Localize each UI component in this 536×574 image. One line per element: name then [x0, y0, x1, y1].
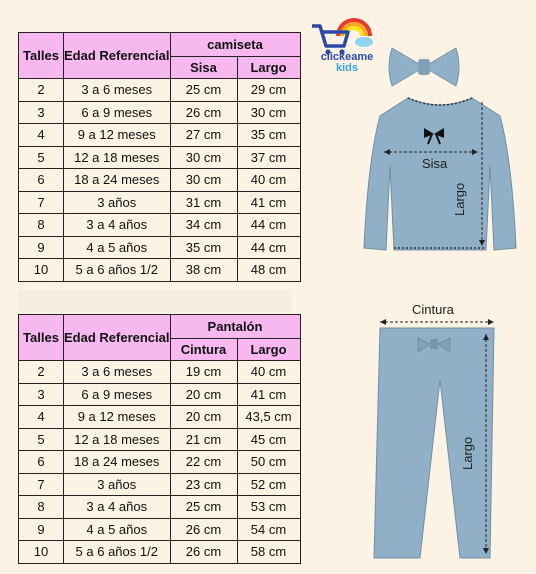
- measure-1-cell: 21 cm: [170, 428, 237, 451]
- header-size: Talles: [19, 33, 64, 79]
- header-age: Edad Referencial: [64, 315, 171, 361]
- size-cell: 3: [19, 383, 64, 406]
- shirt-size-table: [18, 32, 301, 282]
- header-measure-1: Sisa: [170, 57, 237, 79]
- measure-2-cell: 48 cm: [237, 259, 300, 282]
- pants-image: [360, 300, 520, 568]
- size-cell: 4: [19, 406, 64, 429]
- hair-bow-image: [386, 44, 462, 90]
- table-row: [19, 101, 301, 124]
- age-cell: 3 años: [64, 473, 171, 496]
- table-row: [19, 473, 301, 496]
- measure-2-cell: 54 cm: [237, 518, 300, 541]
- age-cell: 18 a 24 meses: [64, 451, 171, 474]
- table-row: [19, 169, 301, 192]
- size-cell: 10: [19, 541, 64, 564]
- measure-2-cell: 44 cm: [237, 236, 300, 259]
- measure-1-cell: 26 cm: [170, 518, 237, 541]
- measure-2-cell: 40 cm: [237, 361, 300, 384]
- size-cell: 2: [19, 79, 64, 102]
- table-row: [19, 79, 301, 102]
- age-cell: 6 a 9 meses: [64, 383, 171, 406]
- age-cell: 12 a 18 meses: [64, 146, 171, 169]
- measure-2-cell: 50 cm: [237, 451, 300, 474]
- age-cell: 3 a 6 meses: [64, 361, 171, 384]
- measure-2-cell: 52 cm: [237, 473, 300, 496]
- table-row: [19, 496, 301, 519]
- table-row: [19, 191, 301, 214]
- measure-1-cell: 26 cm: [170, 101, 237, 124]
- age-cell: 9 a 12 meses: [64, 406, 171, 429]
- size-cell: 6: [19, 451, 64, 474]
- measure-1-cell: 35 cm: [170, 236, 237, 259]
- measure-1-cell: 26 cm: [170, 541, 237, 564]
- measure-2-cell: 58 cm: [237, 541, 300, 564]
- measure-2-cell: 29 cm: [237, 79, 300, 102]
- measure-2-cell: 35 cm: [237, 124, 300, 147]
- size-cell: 10: [19, 259, 64, 282]
- age-cell: 4 a 5 años: [64, 236, 171, 259]
- size-cell: 9: [19, 236, 64, 259]
- age-cell: 3 a 6 meses: [64, 79, 171, 102]
- measure-1-cell: 30 cm: [170, 146, 237, 169]
- table-row: [19, 214, 301, 237]
- size-cell: 9: [19, 518, 64, 541]
- header-measure-1: Cintura: [170, 339, 237, 361]
- measure-1-cell: 19 cm: [170, 361, 237, 384]
- age-cell: 12 a 18 meses: [64, 428, 171, 451]
- size-cell: 5: [19, 146, 64, 169]
- header-measure-2: Largo: [237, 57, 300, 79]
- table-row: [19, 428, 301, 451]
- age-cell: 5 a 6 años 1/2: [64, 541, 171, 564]
- table-row: [19, 146, 301, 169]
- measure-2-cell: 30 cm: [237, 101, 300, 124]
- measure-1-cell: 25 cm: [170, 79, 237, 102]
- size-cell: 7: [19, 191, 64, 214]
- pants-waist-label: Cintura: [412, 302, 454, 317]
- size-cell: 7: [19, 473, 64, 496]
- header-age: Edad Referencial: [64, 33, 171, 79]
- size-cell: 2: [19, 361, 64, 384]
- shirt-length-label: Largo: [452, 182, 467, 216]
- table-row: [19, 259, 301, 282]
- measure-1-cell: 23 cm: [170, 473, 237, 496]
- pants-length-label: Largo: [460, 436, 475, 470]
- brand-name: clickeame kids: [320, 51, 374, 74]
- measure-1-cell: 30 cm: [170, 169, 237, 192]
- table-row: [19, 361, 301, 384]
- table-row: [19, 518, 301, 541]
- size-cell: 8: [19, 496, 64, 519]
- measure-2-cell: 43,5 cm: [237, 406, 300, 429]
- brand-logo: [304, 6, 384, 86]
- header-group: Pantalón: [170, 315, 300, 339]
- age-cell: 18 a 24 meses: [64, 169, 171, 192]
- table-row: [19, 124, 301, 147]
- measure-2-cell: 41 cm: [237, 191, 300, 214]
- measure-1-cell: 20 cm: [170, 406, 237, 429]
- table-row: [19, 451, 301, 474]
- measure-2-cell: 41 cm: [237, 383, 300, 406]
- table-row: [19, 383, 301, 406]
- measure-2-cell: 44 cm: [237, 214, 300, 237]
- measure-1-cell: 22 cm: [170, 451, 237, 474]
- measure-1-cell: 20 cm: [170, 383, 237, 406]
- age-cell: 6 a 9 meses: [64, 101, 171, 124]
- shirt-image: [360, 90, 520, 260]
- measure-2-cell: 45 cm: [237, 428, 300, 451]
- measure-2-cell: 53 cm: [237, 496, 300, 519]
- table-row: [19, 541, 301, 564]
- size-cell: 4: [19, 124, 64, 147]
- table-row: [19, 236, 301, 259]
- measure-1-cell: 38 cm: [170, 259, 237, 282]
- measure-1-cell: 34 cm: [170, 214, 237, 237]
- table-separator: [18, 290, 292, 312]
- pants-size-table: [18, 314, 301, 564]
- size-cell: 3: [19, 101, 64, 124]
- measure-2-cell: 40 cm: [237, 169, 300, 192]
- measure-1-cell: 25 cm: [170, 496, 237, 519]
- age-cell: 4 a 5 años: [64, 518, 171, 541]
- size-cell: 8: [19, 214, 64, 237]
- age-cell: 3 a 4 años: [64, 214, 171, 237]
- age-cell: 3 años: [64, 191, 171, 214]
- size-cell: 6: [19, 169, 64, 192]
- age-cell: 9 a 12 meses: [64, 124, 171, 147]
- header-size: Talles: [19, 315, 64, 361]
- header-group: camiseta: [170, 33, 300, 57]
- shirt-width-label: Sisa: [422, 156, 448, 171]
- measure-2-cell: 37 cm: [237, 146, 300, 169]
- measure-1-cell: 27 cm: [170, 124, 237, 147]
- age-cell: 3 a 4 años: [64, 496, 171, 519]
- age-cell: 5 a 6 años 1/2: [64, 259, 171, 282]
- size-cell: 5: [19, 428, 64, 451]
- table-row: [19, 406, 301, 429]
- measure-1-cell: 31 cm: [170, 191, 237, 214]
- header-measure-2: Largo: [237, 339, 300, 361]
